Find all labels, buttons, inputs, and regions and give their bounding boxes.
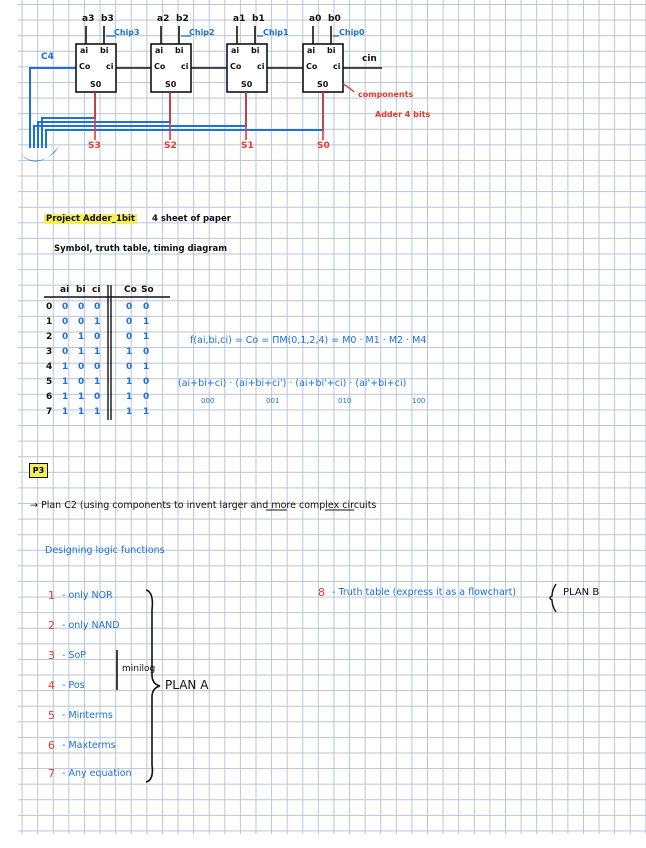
item-label: - Minterms — [62, 710, 113, 721]
tt-cell: 1 — [78, 332, 85, 342]
chip-1-bi: bi — [251, 46, 260, 55]
tt-cell: 0 — [78, 362, 85, 372]
maxterm-formula: f(ai,bi,ci) = Co = ΠM(0,1,2,4) = M0 · M1 · M2 · M4 — [190, 335, 427, 346]
project-deliverables: Symbol, truth table, timing diagram — [54, 244, 228, 254]
maxterm-expansion: (ai+bi+ci) · (ai+bi+ci') · (ai+bi'+ci) · (ai'+bi+ci) — [178, 378, 407, 389]
item-number: 5 — [48, 709, 55, 722]
tt-cell: 0 — [78, 377, 85, 387]
chip-0-a-label: a0 — [309, 14, 322, 24]
chip-3-co: Co — [79, 62, 91, 71]
tt-cell: 0 — [143, 302, 150, 312]
tt-row-index: 6 — [46, 392, 53, 402]
tt-header-so: So — [141, 285, 154, 295]
item-label: - Pos — [62, 680, 85, 691]
chip-2-s: S0 — [165, 80, 177, 89]
chip-1-a-label: a1 — [233, 14, 246, 24]
chip-3-name: Chip3 — [114, 28, 140, 37]
adder-4-bits-label: Adder 4 bits — [375, 110, 431, 119]
chip-3-bi: bi — [100, 46, 109, 55]
chip-1-co: Co — [230, 62, 242, 71]
tt-cell: 1 — [143, 332, 150, 342]
tt-header-co: Co — [124, 285, 137, 295]
item-8-number: 8 — [318, 586, 325, 599]
tt-cell: 0 — [78, 317, 85, 327]
chip-1-s: S0 — [241, 80, 253, 89]
chip-2-ci: ci — [181, 62, 189, 71]
plan-a-brace — [146, 590, 160, 782]
tt-cell: 1 — [126, 377, 133, 387]
item-label: - Maxterms — [62, 740, 116, 751]
item-label: - SoP — [62, 650, 87, 661]
plan-b-label: PLAN B — [563, 587, 600, 598]
sum-s3-label: S3 — [88, 141, 101, 151]
tt-cell: 0 — [143, 392, 150, 402]
tt-cell: 1 — [126, 347, 133, 357]
tt-cell: 0 — [94, 392, 101, 402]
tt-cell: 0 — [62, 347, 69, 357]
tt-row-index: 1 — [46, 317, 53, 327]
project-title: Project Adder_1bit — [46, 214, 135, 224]
chip-2-name: Chip2 — [189, 28, 215, 37]
tt-cell: 1 — [94, 377, 101, 387]
tt-cell: 0 — [78, 302, 85, 312]
tt-cell: 0 — [62, 302, 69, 312]
tt-cell: 1 — [143, 317, 150, 327]
chip-3-ai: ai — [80, 46, 89, 55]
project-paper-note: 4 sheet of paper — [152, 214, 231, 224]
tt-cell: 1 — [62, 392, 69, 402]
item-label: - only NAND — [62, 620, 120, 631]
tt-cell: 1 — [62, 362, 69, 372]
tt-row-index: 5 — [46, 377, 53, 387]
item-number: 2 — [48, 619, 55, 632]
chip-2-a-label: a2 — [157, 14, 170, 24]
tt-cell: 0 — [143, 377, 150, 387]
designing-heading: Designing logic functions — [45, 545, 165, 556]
chip-2-co: Co — [154, 62, 166, 71]
chip-1-ci: ci — [257, 62, 265, 71]
sum-s1-label: S1 — [241, 141, 254, 151]
item-8-label: - Truth table (express it as a flowchart) — [332, 587, 517, 598]
carry-in-label: cin — [362, 54, 377, 64]
tt-cell: 0 — [94, 332, 101, 342]
tt-cell: 0 — [94, 362, 101, 372]
item-label: - Any equation — [62, 768, 132, 779]
tt-cell: 1 — [94, 407, 101, 417]
tt-cell: 1 — [62, 377, 69, 387]
tt-cell: 1 — [143, 407, 150, 417]
tt-cell: 1 — [78, 347, 85, 357]
chip-3-ci: ci — [106, 62, 114, 71]
item-label: - only NOR — [62, 590, 113, 601]
plan-c2-line: → Plan C2 (using components to invent larger and more complex circuits — [30, 500, 377, 511]
maxterm-code: 000 — [201, 397, 215, 405]
tt-header-ai: ai — [60, 285, 70, 295]
tt-row-index: 7 — [46, 407, 53, 417]
tt-cell: 0 — [126, 332, 133, 342]
minilog-label: minilog — [122, 664, 156, 674]
tt-cell: 0 — [62, 332, 69, 342]
tt-cell: 0 — [126, 362, 133, 372]
components-label: components — [358, 90, 414, 99]
maxterm-code: 100 — [412, 397, 426, 405]
chip-1-ai: ai — [231, 46, 240, 55]
chip-1-name: Chip1 — [263, 28, 289, 37]
chip-0-ci: ci — [333, 62, 341, 71]
p3-badge: P3 — [29, 463, 48, 478]
tt-cell: 0 — [143, 347, 150, 357]
tt-cell: 1 — [143, 362, 150, 372]
carry-out-label: C4 — [41, 52, 54, 62]
tt-cell: 1 — [78, 392, 85, 402]
plan-a-label: PLAN A — [165, 678, 209, 692]
sum-s0-label: S0 — [317, 141, 330, 151]
tt-cell: 1 — [94, 347, 101, 357]
item-number: 6 — [48, 739, 55, 752]
tt-cell: 1 — [62, 407, 69, 417]
tt-row-index: 0 — [46, 302, 53, 312]
item-number: 7 — [48, 767, 55, 780]
tt-cell: 1 — [126, 392, 133, 402]
tt-header-bi: bi — [76, 285, 86, 295]
tt-row-index: 3 — [46, 347, 53, 357]
item-number: 4 — [48, 679, 55, 692]
chip-0-s: S0 — [317, 80, 329, 89]
chip-0-ai: ai — [307, 46, 316, 55]
tt-row-index: 2 — [46, 332, 53, 342]
tt-cell: 1 — [78, 407, 85, 417]
chip-0-bi: bi — [327, 46, 336, 55]
tt-row-index: 4 — [46, 362, 53, 372]
tt-cell: 0 — [62, 317, 69, 327]
maxterm-code: 010 — [338, 397, 352, 405]
tt-cell: 1 — [126, 407, 133, 417]
tt-cell: 0 — [94, 302, 101, 312]
tt-cell: 1 — [94, 317, 101, 327]
maxterm-code: 001 — [266, 397, 280, 405]
chip-2-b-label: b2 — [176, 14, 189, 24]
tt-cell: 0 — [126, 302, 133, 312]
chip-3-b-label: b3 — [101, 14, 114, 24]
chip-1-b-label: b1 — [252, 14, 265, 24]
chip-3-s: S0 — [90, 80, 102, 89]
chip-0-name: Chip0 — [339, 28, 365, 37]
chip-0-co: Co — [306, 62, 318, 71]
chip-3-a-label: a3 — [82, 14, 95, 24]
chip-0-b-label: b0 — [328, 14, 341, 24]
item-number: 1 — [48, 589, 55, 602]
chip-2-bi: bi — [175, 46, 184, 55]
chip-2-ai: ai — [155, 46, 164, 55]
tt-cell: 0 — [126, 317, 133, 327]
item-number: 3 — [48, 649, 55, 662]
sum-s2-label: S2 — [164, 141, 177, 151]
tt-header-ci: ci — [92, 285, 101, 295]
plan-b-brace — [550, 584, 556, 612]
